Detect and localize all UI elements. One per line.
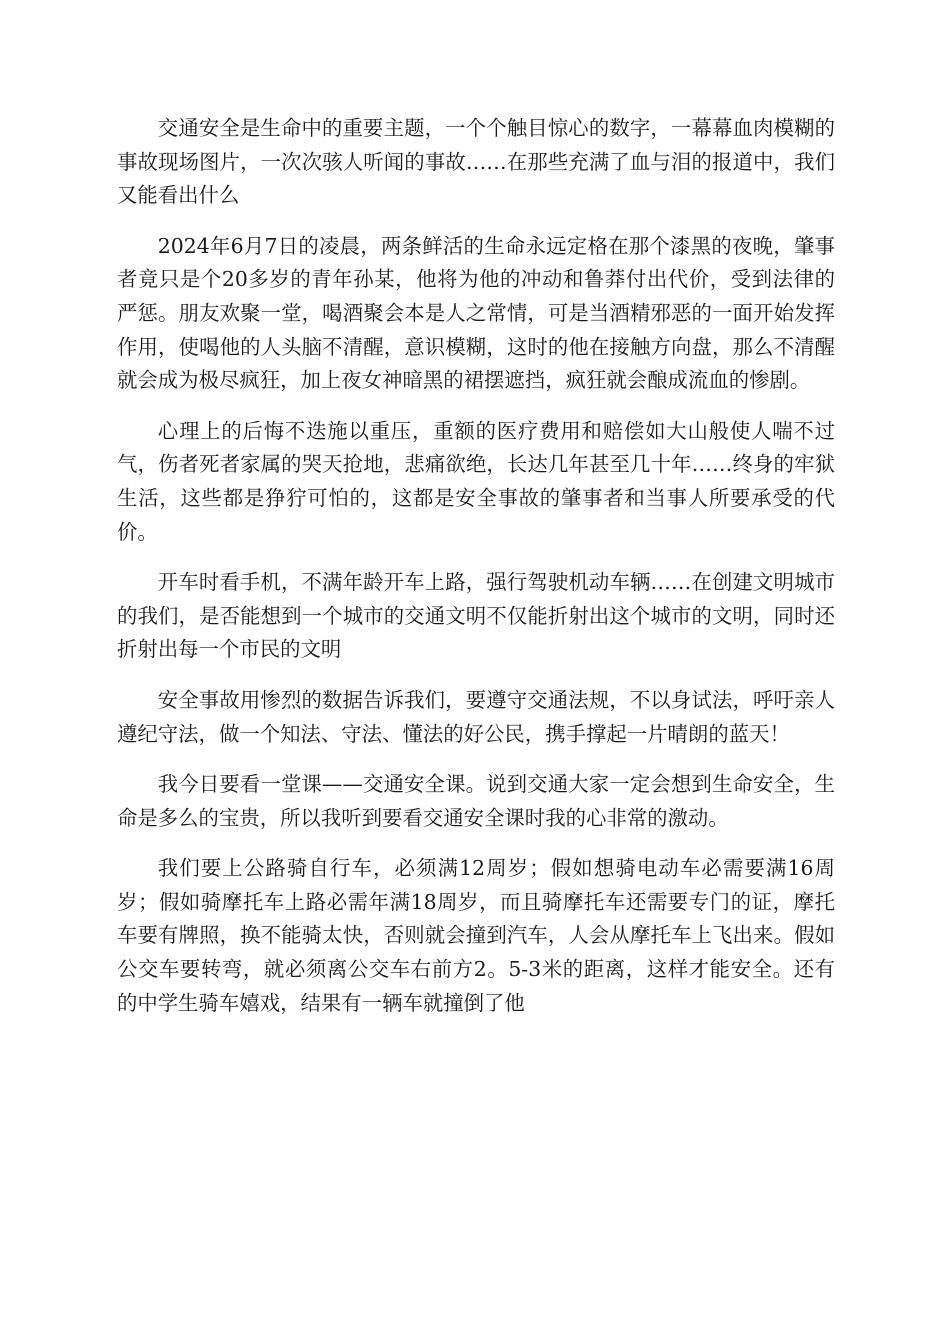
paragraph-1: 交通安全是生命中的重要主题，一个个触目惊心的数字，一幕幕血肉模糊的事故现场图片，一次次骇人听闻的事故……在那些充满了血与泪的报道中，我们又能看出什么: [117, 116, 835, 208]
paragraph-4: 开车时看手机，不满年龄开车上路，强行驾驶机动车辆……在创建文明城市的我们，是否能想到一个城市的交通文明不仅能折射出这个城市的文明，同时还折射出每一个市民的文明: [117, 570, 835, 662]
paragraph-3: 心理上的后悔不迭施以重压，重额的医疗费用和赔偿如大山般使人喘不过气，伤者死者家属的哭天抢地，悲痛欲绝，长达几年甚至几十年……终身的牢狱生活，这些都是狰狞可怕的，这都是安全事故的肇事者和当事人所要承受的代价。: [117, 418, 835, 544]
paragraph-2: 2024年6月7日的凌晨，两条鲜活的生命永远定格在那个漆黑的夜晚，肇事者竟只是个20多岁的青年孙某，他将为他的冲动和鲁莽付出代价，受到法律的严惩。朋友欢聚一堂，喝酒聚会本是人之常情，可是当酒精邪恶的一面开始发挥作用，使喝他的人头脑不清醒，意识模糊，这时的他在接触方向盘，那么不清醒就会成为极尽疯狂，加上夜女神暗黑的裙摆遮挡，疯狂就会酿成流血的惨剧。: [117, 233, 835, 393]
document-body: [117, 112, 835, 1037]
paragraph-5: 安全事故用惨烈的数据告诉我们，要遵守交通法规，不以身试法，呼吁亲人遵纪守法，做一个知法、守法、懂法的好公民，携手撑起一片晴朗的蓝天！: [117, 687, 835, 746]
paragraph-6: 我今日要看一堂课——交通安全课。说到交通大家一定会想到生命安全，生命是多么的宝贵，所以我听到要看交通安全课时我的心非常的激动。: [117, 772, 835, 830]
paragraph-7: 我们要上公路骑自行车，必须满12周岁；假如想骑电动车必需要满16周岁；假如骑摩托车上路必需年满18周岁，而且骑摩托车还需要专门的证，摩托车要有牌照，换不能骑太快，否则就会撞到汽车，人会从摩托车上飞出来。假如公交车要转弯，就必须离公交车右前方2。5-3米的距离，这样才能安全。还有的中学生骑车嬉戏，结果有一辆车就撞倒了他: [117, 856, 835, 1015]
